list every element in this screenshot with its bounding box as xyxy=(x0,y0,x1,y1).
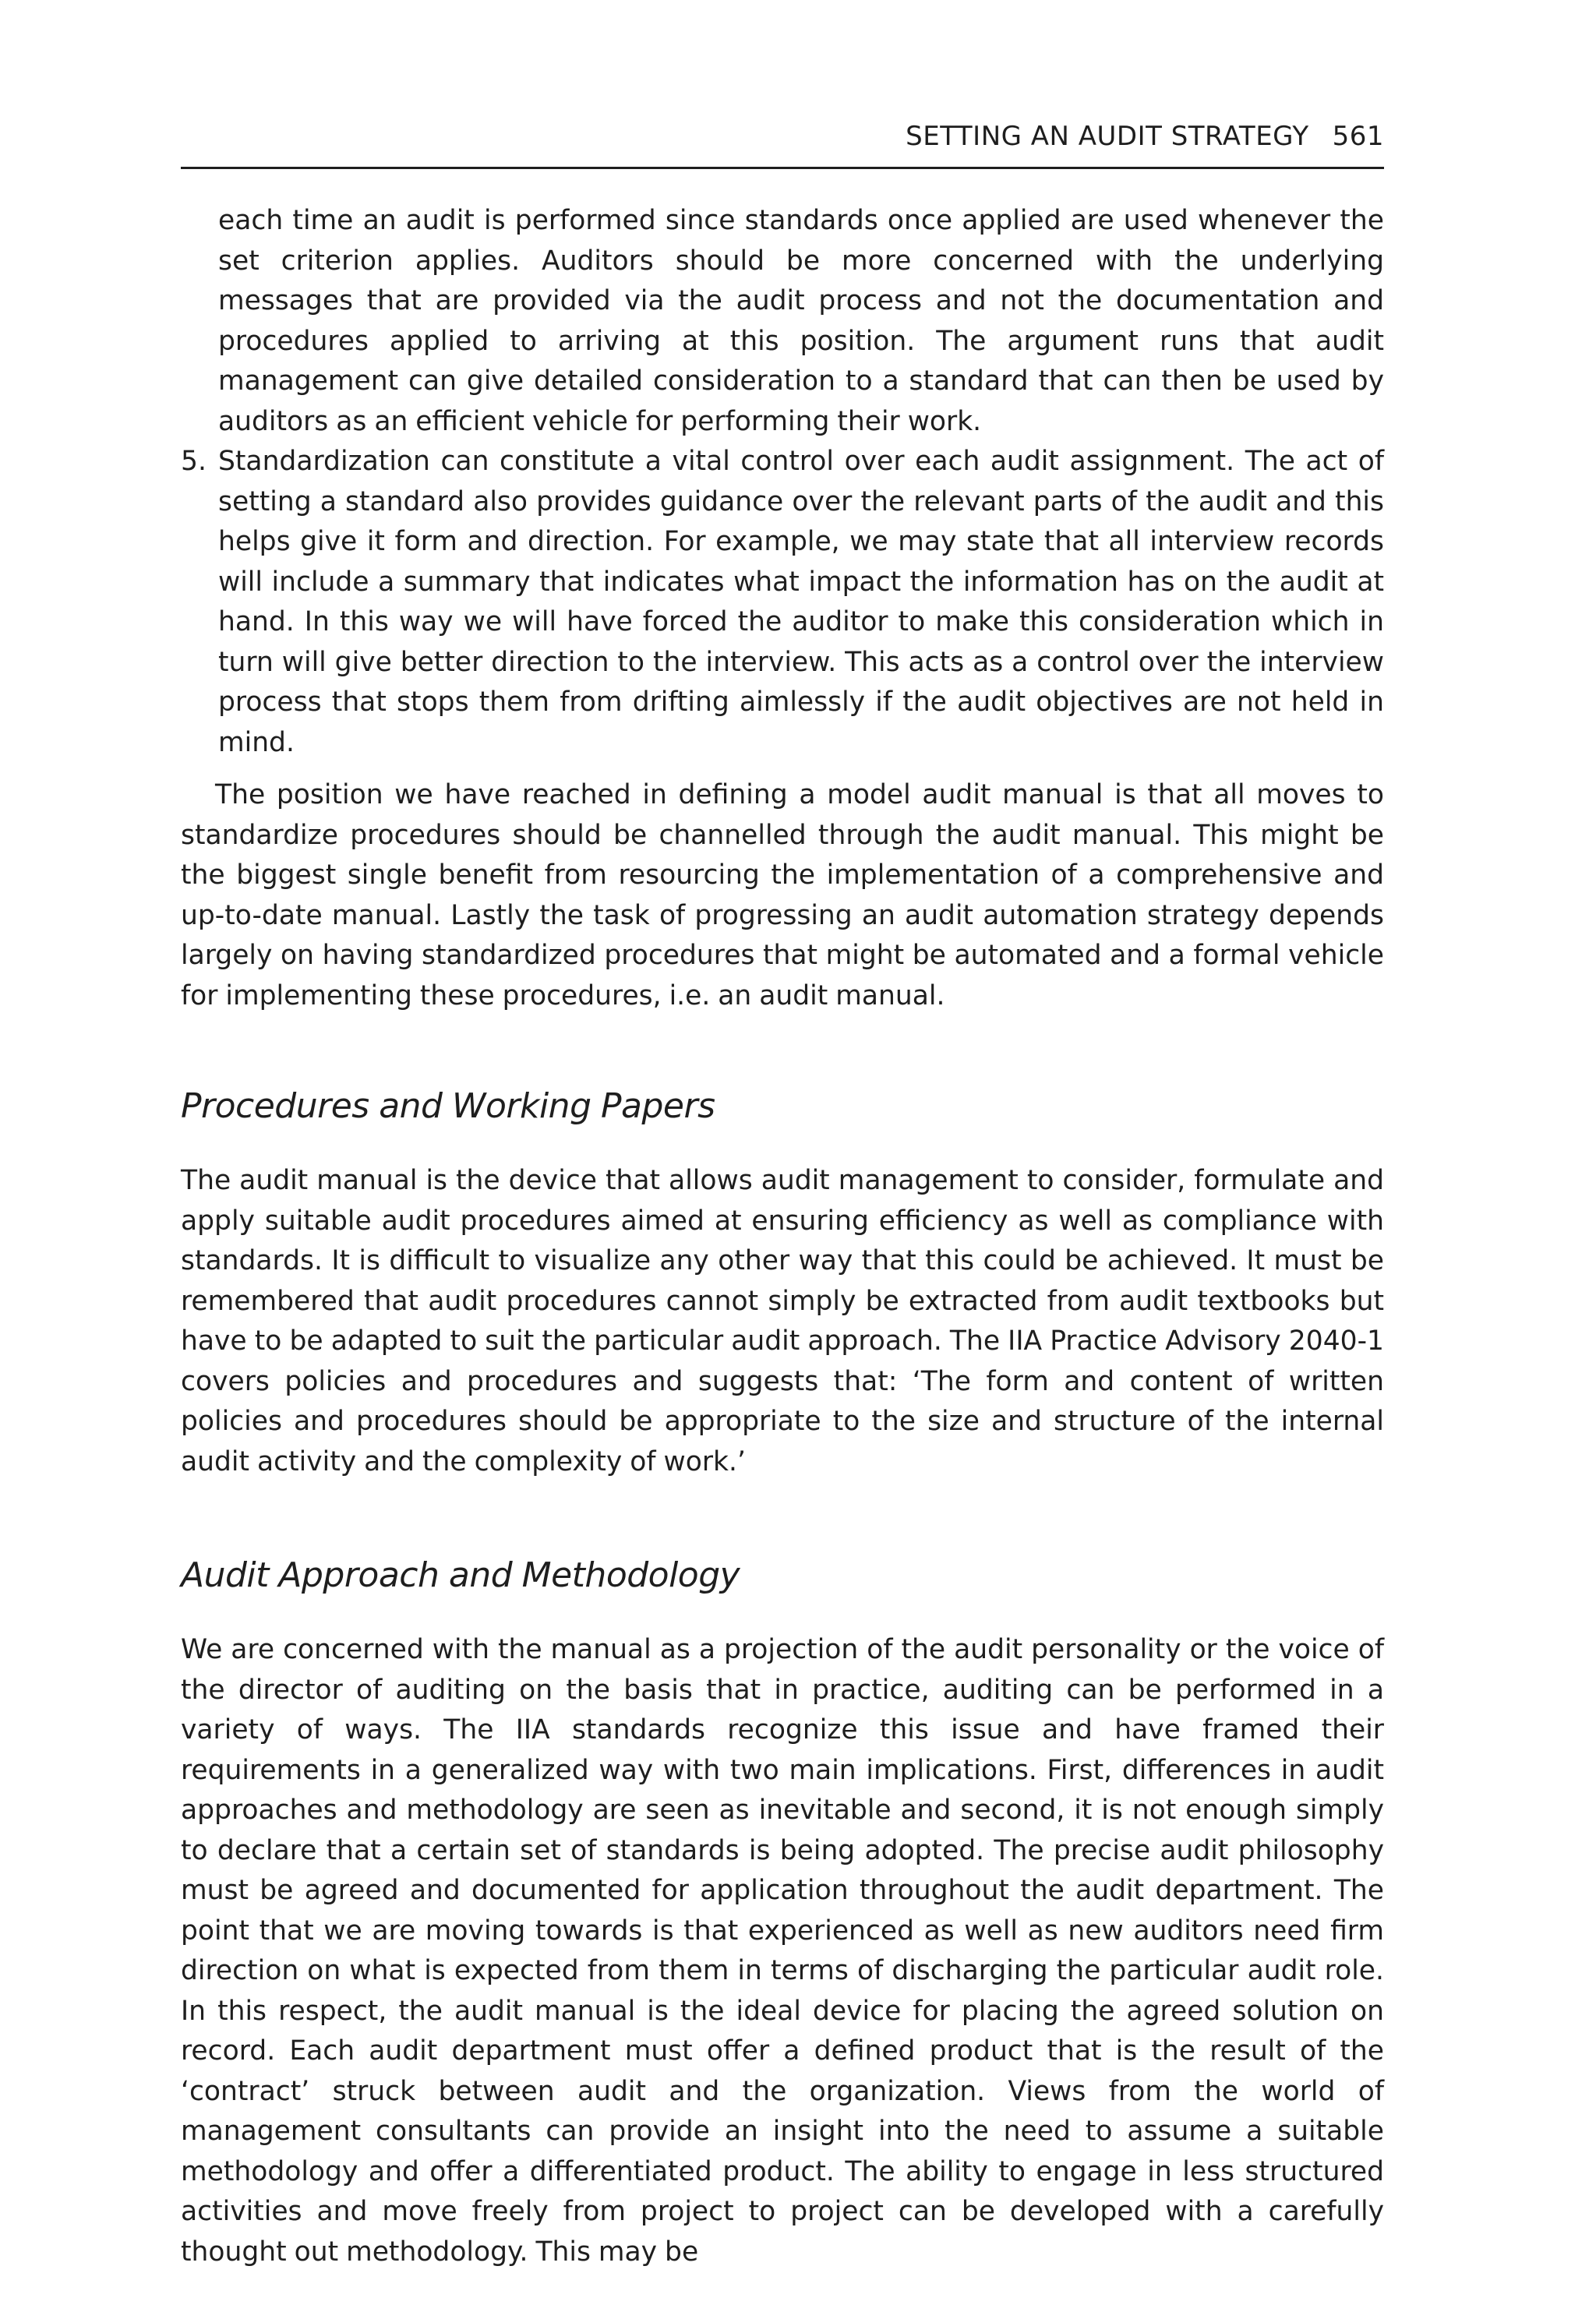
list-item-number: 5. xyxy=(181,446,207,477)
header-rule xyxy=(181,167,1384,169)
list-item-4-continuation: each time an audit is performed since standards once applied are used whenever the set criterion applies. Auditors should be more concerned with the underlying messages that are provided via the audit process and not the documentation and procedures applied to arriving at this position. The argument runs that audit management can give detailed consideration to a standard that can then be used by auditors as an efficient vehicle for performing their work. xyxy=(218,205,1384,437)
paragraph-procedures: The audit manual is the device that allows audit management to consider, formulate and apply suitable audit procedures aimed at ensuring efficiency as well as compliance with standards. It is difficult to visualize any other way that this could be achieved. It must be remembered that audit procedures cannot simply be extracted from audit textbooks but have to be adapted to suit the particular audit approach. The IIA Practice Advisory 2040-1 covers policies and procedures and suggests that: ‘The form and content of written policies and procedures should be appropriate to the size and structure of the internal audit activity and the complexity of work.’ xyxy=(181,1165,1384,1477)
running-header xyxy=(181,121,1384,152)
paragraph-model-manual: The position we have reached in defining a model audit manual is that all moves to standardize procedures should be channelled through the audit manual. This might be the biggest single benefit from resourcing the implementation of a comprehensive and up-to-date manual. Lastly the task of progressing an audit automation strategy depends largely on having standardized procedures that might be automated and a formal vehicle for implementing these procedures, i.e. an audit manual. xyxy=(181,779,1384,1011)
running-title: SETTING AN AUDIT STRATEGY xyxy=(906,121,1309,152)
list-item-5 xyxy=(181,442,1384,763)
heading-procedures-working-papers: Procedures and Working Papers xyxy=(181,1086,715,1126)
page-number: 561 xyxy=(1332,121,1384,152)
heading-audit-approach: Audit Approach and Methodology xyxy=(181,1555,740,1595)
list-item-text: Standardization can constitute a vital control over each audit assignment. The act of setting a standard also provides guidance over the relevant parts of the audit and this helps give it form and direction. For example, we may state that all interview records will include a summary that indicates what impact the information has on the audit at hand. In this way we will have forced the auditor to make this consideration which in turn will give better direction to the interview. This acts as a control over the interview process that stops them from drifting aimlessly if the audit objectives are not held in mind. xyxy=(218,446,1384,758)
page-body xyxy=(181,201,1384,2272)
paragraph-audit-approach: We are concerned with the manual as a projection of the audit personality or the voice of the director of auditing on the basis that in practice, auditing can be performed in a variety of ways. The IIA standards recognize this issue and have framed their requirements in a generalized way with two main implications. First, differences in audit approaches and methodology are seen as inevitable and second, it is not enough simply to declare that a certain set of standards is being adopted. The precise audit philosophy must be agreed and documented for application throughout the audit department. The point that we are moving towards is that experienced as well as new auditors need firm direction on what is expected from them in terms of discharging the particular audit role. In this respect, the audit manual is the ideal device for placing the agreed solution on record. Each audit department must offer a defined product that is the result of the ‘contract’ struck between audit and the organization. Views from the world of management consultants can provide an insight into the need to assume a suitable methodology and offer a differentiated product. The ability to engage in less structured activities and move freely from project to project can be developed with a carefully thought out methodology. This may be xyxy=(181,1634,1384,2268)
